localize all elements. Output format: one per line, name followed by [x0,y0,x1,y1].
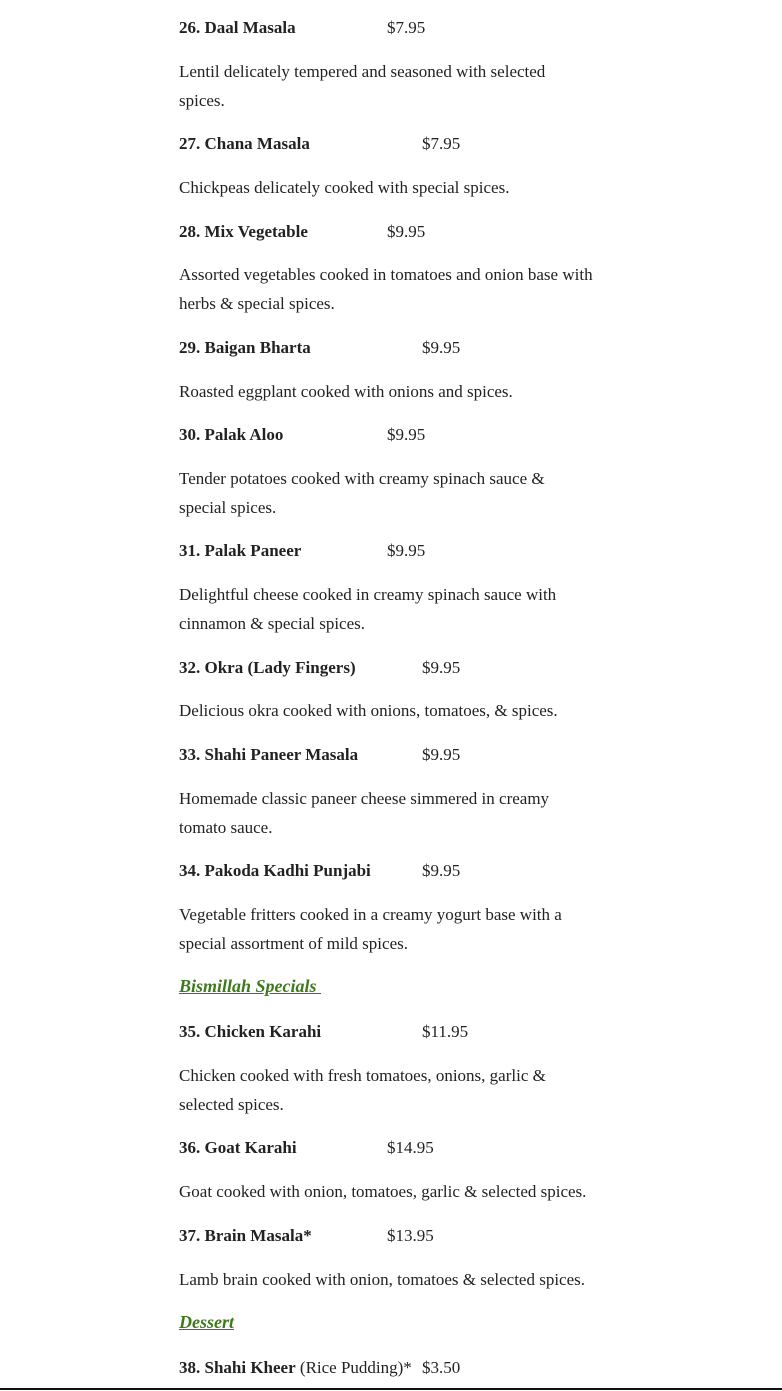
item-name: 30. Palak Aloo [179,425,284,444]
item-description: Lentil delicately tempered and seasoned with selected [179,62,546,81]
item-description: tomato sauce. [179,818,273,837]
item-name: 28. Mix Vegetable [179,222,308,241]
item-description: Assorted vegetables cooked in tomatoes and onion base with [179,265,593,284]
menu-item [179,420,619,449]
item-description: Homemade classic paneer cheese simmered in creamy [179,789,550,808]
item-description: selected spices. [179,1095,284,1114]
section-heading-dessert: Dessert [179,1312,234,1332]
item-price: $14.95 [387,1138,434,1157]
menu-item [179,217,619,246]
item-price: $9.95 [422,745,461,764]
item-description: Delicious okra cooked with onions, tomatoes, & spices. [179,701,558,720]
menu-item [179,1017,619,1046]
item-name: 38. Shahi Kheer [179,1358,296,1377]
item-description: special spices. [179,498,277,517]
item-price: $11.95 [422,1022,469,1041]
menu-item [179,1221,619,1250]
menu-item [179,1353,619,1382]
item-name: 33. Shahi Paneer Masala [179,745,359,764]
item-description: Chickpeas delicately cooked with special spices. [179,178,510,197]
item-price: $9.95 [422,861,461,880]
menu-item [179,536,619,565]
item-description: Goat cooked with onion, tomatoes, garlic & selected spices. [179,1182,587,1201]
item-name: 37. Brain Masala* [179,1226,312,1245]
item-price: $13.95 [387,1226,434,1245]
menu-item [179,740,619,769]
item-description: special assortment of mild spices. [179,934,408,953]
item-price: $9.95 [422,658,461,677]
item-description: Chicken cooked with fresh tomatoes, onions, garlic & [179,1066,546,1085]
item-name: 31. Palak Paneer [179,541,302,560]
menu-item [179,1133,619,1162]
item-description: Delightful cheese cooked in creamy spinach sauce with [179,585,557,604]
item-price: $3.50 [422,1358,461,1377]
item-note: (Rice Pudding)* [295,1358,412,1377]
item-name: 29. Baigan Bharta [179,338,311,357]
item-price: $9.95 [422,338,461,357]
menu-item [179,653,619,682]
menu-item [179,13,619,42]
item-price: $9.95 [387,222,426,241]
item-name: 32. Okra (Lady Fingers) [179,658,356,677]
item-name: 35. Chicken Karahi [179,1022,322,1041]
menu-item [179,856,619,885]
item-name: 34. Pakoda Kadhi Punjabi [179,861,371,880]
item-price: $7.95 [387,18,426,37]
item-description: herbs & special spices. [179,294,335,313]
item-price: $9.95 [387,541,426,560]
bottom-divider [0,1388,782,1390]
menu-item [179,129,619,158]
item-description: cinnamon & special spices. [179,614,366,633]
item-name: 27. Chana Masala [179,134,310,153]
item-name: 26. Daal Masala [179,18,296,37]
item-description: Roasted eggplant cooked with onions and spices. [179,382,513,401]
item-description: spices. [179,91,225,110]
item-description: Tender potatoes cooked with creamy spinach sauce & [179,469,545,488]
item-price: $9.95 [387,425,426,444]
item-description: Lamb brain cooked with onion, tomatoes & selected spices. [179,1270,586,1289]
section-heading-bismillah-specials: Bismillah Specials [179,976,322,996]
item-name: 36. Goat Karahi [179,1138,297,1157]
item-price: $7.95 [422,134,461,153]
menu-item [179,333,619,362]
item-description: Vegetable fritters cooked in a creamy yogurt base with a [179,905,562,924]
